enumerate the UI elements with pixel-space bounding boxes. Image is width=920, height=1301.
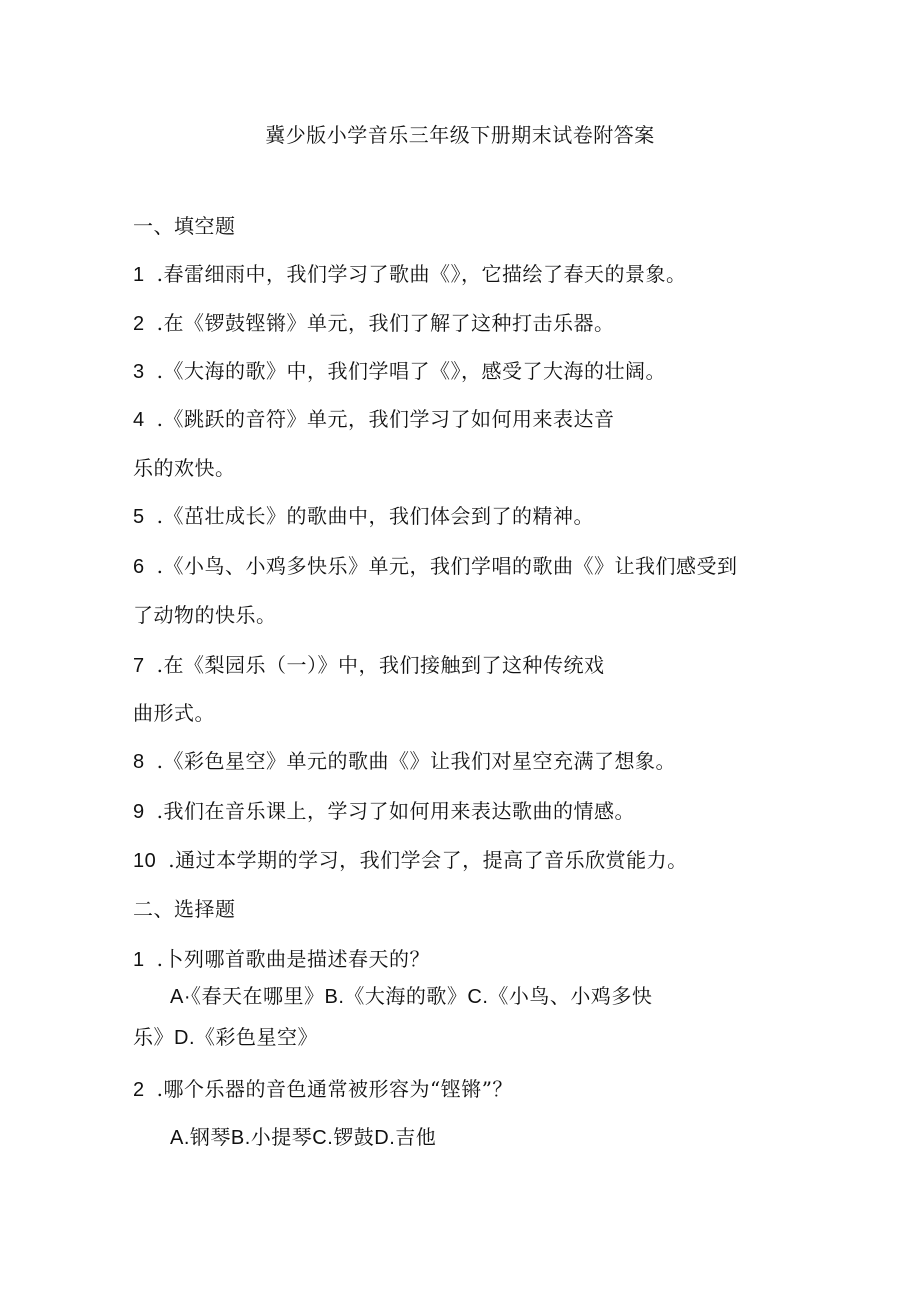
question-text: .哪个乐器的音色通常被形容为“铿锵”？ — [156, 1077, 513, 1101]
question-number: 1 — [133, 949, 145, 971]
question-7 — [133, 651, 604, 680]
question-6 — [133, 552, 737, 581]
question-9 — [133, 797, 635, 826]
question-text: .《彩色星空》单元的歌曲《》让我们对星空充满了想象。 — [156, 749, 676, 773]
question-number: 9 — [133, 801, 145, 823]
question-2 — [133, 309, 614, 338]
question-text: .《茁壮成长》的歌曲中，我们体会到了的精神。 — [156, 504, 594, 528]
question-3 — [133, 357, 666, 386]
question-text: .在《锣鼓铿锵》单元，我们了解了这种打击乐器。 — [156, 311, 615, 335]
question-number: 7 — [133, 655, 145, 677]
section-heading-fill-in: 一、填空题 — [133, 214, 236, 238]
question-6-continued: 了动物的快乐。 — [133, 603, 277, 627]
question-5 — [133, 502, 594, 531]
question-number: 4 — [133, 409, 145, 431]
question-number: 1 — [133, 264, 145, 286]
question-8 — [133, 747, 676, 776]
question-10 — [133, 846, 688, 875]
document-title: 冀少版小学音乐三年级下册期末试卷附答案 — [265, 123, 655, 147]
question-7-continued: 曲形式。 — [133, 701, 215, 725]
question-text: .我们在音乐课上，学习了如何用来表达歌曲的情感。 — [156, 799, 635, 823]
question-number: 6 — [133, 556, 145, 578]
mc-question-2 — [133, 1075, 513, 1104]
question-number: 3 — [133, 361, 145, 383]
question-1 — [133, 260, 686, 289]
question-number: 8 — [133, 751, 145, 773]
mc-question-1-options: A·《春天在哪里》B.《大海的歌》C.《小鸟、小鸡多快 — [170, 986, 653, 1008]
question-text: .卜列哪首歌曲是描述春天的？ — [156, 947, 430, 971]
mc-question-1 — [133, 945, 430, 974]
question-number: 2 — [133, 313, 145, 335]
question-text: .在《梨园乐（一）》中，我们接触到了这种传统戏 — [156, 653, 605, 677]
question-number: 5 — [133, 506, 145, 528]
question-number: 10 — [133, 850, 157, 872]
question-4-continued: 乐的欢快。 — [133, 456, 236, 480]
section-heading-multiple-choice: 二、选择题 — [133, 897, 236, 921]
question-number: 2 — [133, 1079, 145, 1101]
mc-question-1-options-continued: 乐》D.《彩色星空》 — [133, 1027, 318, 1049]
mc-question-2-options: A.钢琴B.小提琴C.锣鼓D.吉他 — [170, 1127, 437, 1149]
question-text: .春雷细雨中，我们学习了歌曲《》，它描绘了春天的景象。 — [156, 262, 687, 286]
question-4 — [133, 405, 614, 434]
question-text: .《跳跃的音符》单元，我们学习了如何用来表达音 — [156, 407, 615, 431]
question-text: .《大海的歌》中，我们学唱了《》，感受了大海的壮阔。 — [156, 359, 666, 383]
question-text: .通过本学期的学习，我们学会了，提高了音乐欣赏能力。 — [168, 848, 688, 872]
question-text: .《小鸟、小鸡多快乐》单元，我们学唱的歌曲《》让我们感受到 — [156, 554, 738, 578]
